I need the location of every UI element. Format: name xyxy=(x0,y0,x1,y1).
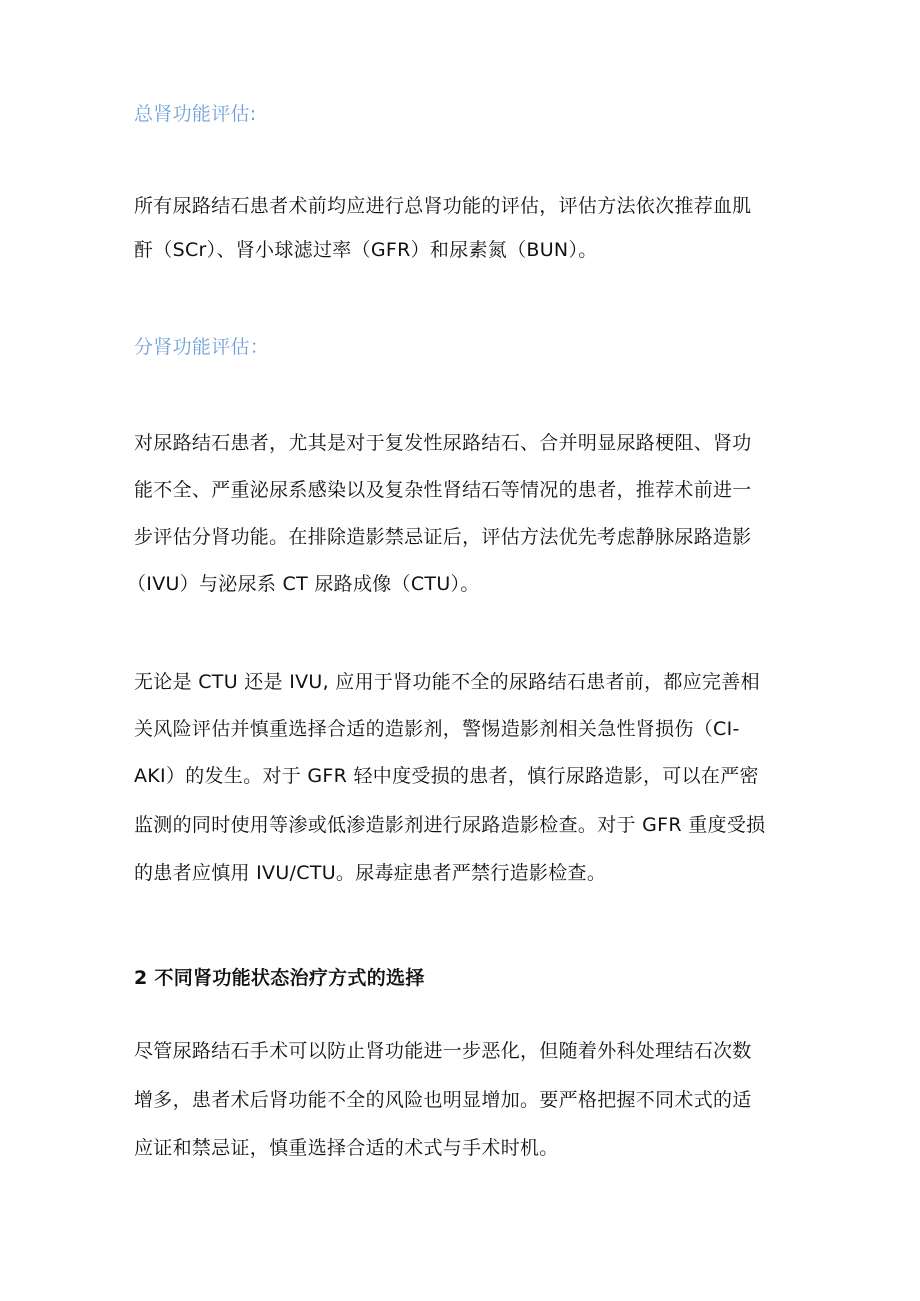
paragraph-line: 增多，患者术后肾功能不全的风险也明显增加。要严格把握不同术式的适 xyxy=(134,1089,752,1111)
paragraph-line: 无论是 CTU 还是 IVU, 应用于肾功能不全的尿路结石患者前，都应完善相 xyxy=(134,671,760,693)
section-2-heading: 2 不同肾功能状态治疗方式的选择 xyxy=(134,967,425,989)
paragraph-line: 的患者应慎用 IVU/CTU。尿毒症患者严禁行造影检查。 xyxy=(134,862,607,884)
paragraph-line: 关风险评估并慎重选择合适的造影剂，警惕造影剂相关急性肾损伤（CI- xyxy=(134,718,740,740)
split-renal-function-heading: 分肾功能评估： xyxy=(134,336,270,358)
paragraph-line: 应证和禁忌证，慎重选择合适的术式与手术时机。 xyxy=(134,1137,559,1159)
paragraph-line: （IVU）与泌尿系 CT 尿路成像（CTU）。 xyxy=(127,573,480,595)
paragraph-line: AKI）的发生。对于 GFR 轻中度受损的患者，慎行尿路造影，可以在严密 xyxy=(134,765,759,787)
paragraph-line: 尽管尿路结石手术可以防止肾功能进一步恶化，但随着外科处理结石次数 xyxy=(134,1040,752,1062)
paragraph-line: 对尿路结石患者，尤其是对于复发性尿路结石、合并明显尿路梗阻、肾功 xyxy=(134,432,752,454)
paragraph-line: 能不全、严重泌尿系感染以及复杂性肾结石等情况的患者，推荐术前进一 xyxy=(134,479,752,501)
paragraph-line: 酐（SCr）、肾小球滤过率（GFR）和尿素氮（BUN）。 xyxy=(134,239,598,261)
paragraph-line: 监测的同时使用等渗或低渗造影剂进行尿路造影检查。对于 GFR 重度受损 xyxy=(134,814,766,836)
total-renal-function-heading: 总肾功能评估: xyxy=(134,103,257,125)
paragraph-line: 所有尿路结石患者术前均应进行总肾功能的评估，评估方法依次推荐血肌 xyxy=(134,195,752,217)
paragraph-line: 步评估分肾功能。在排除造影禁忌证后，评估方法优先考虑静脉尿路造影 xyxy=(134,526,752,548)
